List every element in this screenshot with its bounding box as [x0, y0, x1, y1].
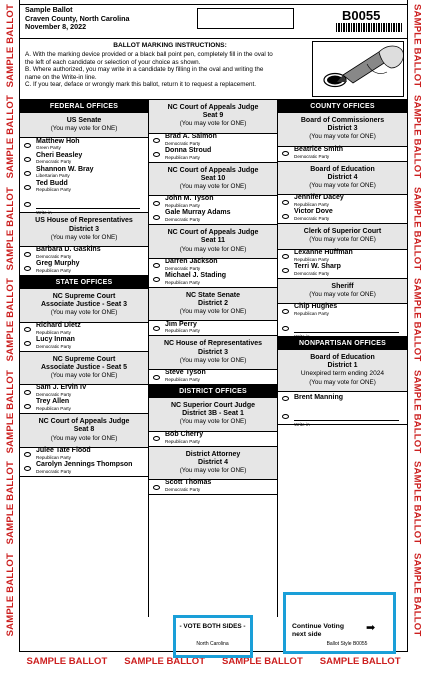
candidate-row-matthew-hoh[interactable]: [20, 138, 148, 152]
candidate-name: John M. Tyson: [165, 195, 214, 203]
contest-title: [20, 289, 148, 323]
candidate-info: [165, 148, 211, 162]
vote-oval-icon[interactable]: [24, 266, 31, 271]
candidate-party: Republican Party: [165, 377, 200, 383]
contest-title-line: District 3: [327, 125, 358, 133]
vote-oval-icon[interactable]: [153, 436, 160, 441]
contest-title-line: NC House of Representatives: [163, 340, 263, 348]
candidate-party: Republican Party: [36, 406, 71, 412]
candidate-party: Republican Party: [165, 203, 200, 209]
candidate-row-richard-dietz[interactable]: [20, 323, 148, 337]
candidate-row-ted-budd[interactable]: [20, 180, 148, 194]
candidate-party: Republican Party: [165, 438, 200, 444]
contest-title-line: Seat 9: [202, 112, 224, 120]
candidate-name: Chip Hughes: [294, 303, 338, 311]
write-in-row[interactable]: [20, 194, 148, 216]
write-in-label: Write-in: [294, 334, 310, 340]
vote-oval-icon[interactable]: [24, 185, 31, 190]
candidate-row-donna-stroud[interactable]: [149, 148, 277, 162]
write-in-line[interactable]: [36, 199, 140, 216]
ballot-column-middle: [149, 100, 278, 617]
contest-title: [278, 162, 407, 196]
section-header-nonpartisan-offices: NONPARTISAN OFFICES: [278, 337, 407, 350]
candidate-info: [165, 134, 217, 148]
candidate-info: [36, 181, 71, 195]
watermark-left: SAMPLE BALLOT SAMPLE BALLOT SAMPLE BALLOT SAMPLE BALLOT SAMPLE BALLOT SAMPLE BALLOT SAMPLE BALLOT: [4, 4, 16, 636]
contest-nc-court-of-appeals-judge-seat-9: [149, 100, 277, 163]
contest-title: [149, 163, 277, 197]
candidate-info: [165, 210, 231, 224]
candidate-row-steve-tyson[interactable]: [149, 370, 277, 384]
candidate-row-john-m-tyson[interactable]: [149, 196, 277, 210]
instructions-title: BALLOT MARKING INSTRUCTIONS:: [113, 42, 227, 49]
instructions-text: [25, 51, 315, 89]
vote-oval-icon[interactable]: [24, 157, 31, 162]
candidate-info: [36, 153, 82, 167]
contest-clerk-of-superior-court: [278, 224, 407, 278]
candidate-info: [36, 385, 87, 399]
candidate-name: Bob Cherry: [165, 430, 204, 438]
vote-oval-icon[interactable]: [24, 202, 31, 207]
contest-title: [149, 336, 277, 370]
write-in-label: Write-in: [294, 421, 310, 427]
contest-title: [20, 352, 148, 386]
candidate-row-shannon-w-bray[interactable]: [20, 166, 148, 180]
candidate-row-brad-a-salmon[interactable]: [149, 134, 277, 148]
contest-title: [20, 113, 148, 138]
contest-title: [278, 279, 407, 304]
footer-state: North Carolina: [196, 641, 229, 647]
candidate-info: [36, 247, 101, 261]
candidate-party: Democratic Party: [36, 343, 72, 349]
candidate-name: Matthew Hoh: [36, 137, 80, 145]
candidate-party: Democratic Party: [165, 217, 201, 223]
candidate-row-julee-tate-flood[interactable]: [20, 448, 148, 462]
candidate-info: [36, 167, 94, 181]
candidate-party: Democratic Party: [165, 265, 201, 271]
contest-title-line: NC Supreme Court: [52, 293, 116, 301]
contest-title: [149, 100, 277, 134]
contest-board-of-education-district-1: [278, 350, 407, 425]
contest-nc-superior-court-judge-district-3b-seat-1: [149, 398, 277, 447]
section-header-county-offices: COUNTY OFFICES: [278, 100, 407, 113]
vote-oval-icon[interactable]: [282, 396, 289, 401]
candidate-party: Republican Party: [294, 202, 329, 208]
candidate-name: Cheri Beasley: [36, 151, 83, 159]
instruction-line: name on the Write-in line.: [25, 73, 97, 81]
candidate-info: [165, 480, 211, 494]
contest-title-line: NC Court of Appeals Judge: [167, 104, 259, 111]
vote-oval-icon[interactable]: [153, 138, 160, 143]
candidate-party: Democratic Party: [36, 392, 72, 398]
vote-oval-icon[interactable]: [282, 326, 289, 331]
candidate-name: Michael J. Stading: [165, 272, 227, 280]
contest-title-line: NC Supreme Court: [52, 355, 116, 363]
instruction-line: C. If you tear, deface or wrongly mark this ballot, return it to request a replacement.: [25, 81, 256, 89]
vote-oval-icon[interactable]: [153, 263, 160, 268]
vote-oval-icon[interactable]: [282, 414, 289, 419]
vote-for-one-note: (You may vote for ONE): [309, 133, 376, 141]
contest-term-note: Unexpired term ending 2024: [300, 370, 385, 378]
vote-for-one-note: (You may vote for ONE): [179, 120, 247, 128]
candidate-name: Gale Murray Adams: [165, 209, 231, 217]
contest-nc-court-of-appeals-judge-seat-8: [20, 414, 148, 477]
candidate-party: Democratic Party: [294, 153, 330, 159]
candidate-party: Democratic Party: [165, 487, 201, 493]
section-header-federal-offices: FEDERAL OFFICES: [20, 100, 148, 113]
contest-title-line: NC Superior Court Judge: [170, 402, 255, 410]
contest-us-senate: [20, 113, 148, 216]
instruction-line: A. With the marking device provided or a black ball point pen, completely fill in the oval to: [25, 51, 273, 58]
vote-for-one-note: (You may vote for ONE): [179, 356, 247, 364]
contest-title-line: District Attorney: [185, 450, 241, 458]
contest-title-line: Seat 11: [200, 237, 226, 245]
candidate-info: [36, 261, 80, 275]
candidate-name: Jim Perry: [165, 320, 197, 328]
contest-nc-house-of-representatives-district-3: [149, 336, 277, 385]
candidate-info: [165, 322, 200, 336]
candidate-info: [36, 323, 81, 337]
candidate-party: Republican Party: [165, 279, 200, 285]
candidate-row-trey-allen[interactable]: [20, 399, 148, 413]
contest-title-line: District 3: [69, 225, 99, 233]
candidate-info: [294, 304, 337, 318]
contest-nc-state-senate-district-2: [149, 288, 277, 337]
candidate-row-lucy-inman[interactable]: [20, 337, 148, 351]
candidate-name: Brad A. Salmon: [165, 132, 217, 140]
contest-title: [149, 225, 277, 259]
vote-oval-icon[interactable]: [282, 214, 289, 219]
vote-oval-icon[interactable]: [153, 277, 160, 282]
watermark-bottom: SAMPLE BALLOT SAMPLE BALLOT SAMPLE BALLOT SAMPLE BALLOT: [26, 655, 401, 667]
candidate-row-bob-cherry[interactable]: [149, 432, 277, 446]
candidate-row-scott-thomas[interactable]: [149, 480, 277, 494]
candidate-name: Shannon W. Bray: [36, 165, 94, 173]
contest-title-line: NC Court of Appeals Judge: [167, 229, 259, 237]
vote-oval-icon[interactable]: [24, 341, 31, 346]
vote-for-one-note: (You may vote for ONE): [309, 236, 376, 244]
candidate-row-jim-perry[interactable]: [149, 321, 277, 335]
contest-title-line: US Senate: [66, 117, 102, 124]
ballot-info: [25, 6, 130, 32]
candidate-party: Republican Party: [294, 311, 329, 317]
candidate-info: [36, 448, 91, 462]
candidate-row-darren-jackson[interactable]: [149, 259, 277, 273]
candidate-party: Republican Party: [36, 329, 71, 335]
candidate-name: Scott Thomas: [165, 479, 212, 487]
candidate-row-barbara-d-gaskins[interactable]: [20, 247, 148, 261]
vote-for-one-note: (You may vote for ONE): [179, 467, 247, 475]
candidate-row-terri-w-sharp[interactable]: [278, 264, 407, 278]
contest-sheriff: [278, 279, 407, 340]
contest-title-line: District 4: [327, 173, 358, 181]
contest-title-line: District 3B - Seat 1: [182, 410, 244, 418]
contest-title: [278, 350, 407, 392]
vote-oval-icon[interactable]: [24, 452, 31, 457]
vote-oval-icon[interactable]: [282, 254, 289, 259]
vote-oval-icon[interactable]: [153, 375, 160, 380]
candidate-name: Trey Allen: [36, 398, 70, 406]
vote-oval-icon[interactable]: [24, 171, 31, 176]
candidate-row-michael-j-stading[interactable]: [149, 273, 277, 287]
candidate-row-beatrice-smith[interactable]: [278, 147, 407, 161]
marking-instructions: [20, 38, 407, 100]
contest-title: [20, 414, 148, 448]
candidate-party: Republican Party: [165, 154, 200, 160]
candidate-row-jennifer-dacey[interactable]: [278, 195, 407, 209]
vote-for-one-note: (You may vote for ONE): [309, 182, 376, 190]
candidate-name: Lexanne Huffman: [294, 248, 353, 256]
vote-for-one-note: (You may vote for ONE): [50, 125, 118, 133]
contest-title-line: US House of Representatives: [35, 217, 133, 225]
header-top-rule: [20, 0, 407, 5]
contest-nc-supreme-court-associate-justice-seat-3: [20, 289, 148, 352]
candidate-name: Julee Tate Flood: [36, 447, 91, 455]
write-in-line[interactable]: [294, 411, 399, 427]
candidate-party: Democratic Party: [294, 270, 330, 276]
ballot-stub-box: [197, 8, 294, 29]
vote-oval-icon[interactable]: [24, 327, 31, 332]
candidate-info: [165, 370, 206, 384]
candidate-row-sam-j-ervin-iv[interactable]: [20, 385, 148, 399]
continue-line: next side: [292, 630, 322, 638]
contest-nc-supreme-court-associate-justice-seat-5: [20, 352, 148, 415]
candidate-party: Libertarian Party: [36, 173, 70, 179]
vote-for-one-note: (You may vote for ONE): [50, 434, 118, 442]
candidate-name: Greg Murphy: [36, 260, 80, 268]
write-in-row[interactable]: [278, 318, 407, 340]
candidate-name: Steve Tyson: [165, 369, 206, 377]
vote-oval-icon[interactable]: [282, 268, 289, 273]
vote-oval-icon[interactable]: [153, 201, 160, 206]
contest-title: [149, 398, 277, 432]
contest-title-line: NC State Senate: [185, 291, 241, 299]
candidate-row-lexanne-huffman[interactable]: [278, 250, 407, 264]
candidate-party: Republican Party: [36, 187, 71, 193]
contest-title-line: District 3: [198, 348, 228, 356]
contest-title-line: Board of Education: [310, 165, 375, 173]
section-header-state-offices: STATE OFFICES: [20, 276, 148, 289]
contest-title-line: District 2: [198, 300, 228, 308]
candidate-party: Republican Party: [36, 454, 71, 460]
highlight-box-continue-voting: [283, 592, 396, 654]
contest-title: [278, 224, 407, 249]
candidate-party: Democratic Party: [36, 254, 72, 260]
candidate-name: Beatrice Smith: [294, 145, 344, 153]
ballot-header: [20, 0, 407, 38]
candidate-name: Donna Stroud: [165, 146, 212, 154]
vote-oval-icon[interactable]: [24, 404, 31, 409]
candidate-info: [294, 147, 343, 161]
ballot-column-right: [278, 100, 407, 617]
contest-title: [278, 113, 407, 147]
contest-district-attorney-district-4: [149, 447, 277, 496]
contest-title-line: Seat 8: [73, 426, 95, 434]
contest-us-house-of-representatives-district-3: [20, 213, 148, 276]
candidate-name: Ted Budd: [36, 179, 68, 187]
candidate-row-brent-manning[interactable]: [278, 392, 407, 406]
candidate-name: Lucy Inman: [36, 335, 75, 343]
candidate-info: [36, 462, 132, 476]
style-code: B0055: [342, 8, 381, 23]
vote-both-sides-notice: - VOTE BOTH SIDES -: [179, 623, 246, 630]
contest-title-line: District 1: [327, 362, 358, 370]
write-in-row[interactable]: [278, 406, 407, 427]
candidate-party: Democratic Party: [294, 216, 330, 222]
candidate-party: Republican Party: [294, 256, 329, 262]
candidate-row-cheri-beasley[interactable]: [20, 152, 148, 166]
candidate-name: Barbara D. Gaskins: [36, 246, 101, 254]
candidate-name: Terri W. Sharp: [294, 262, 341, 270]
candidate-row-chip-hughes[interactable]: [278, 304, 407, 318]
vote-oval-icon[interactable]: [24, 252, 31, 257]
vote-oval-icon[interactable]: [153, 326, 160, 331]
contest-title-line: NC Court of Appeals Judge: [38, 418, 130, 426]
candidate-row-carolyn-jennings-thompson[interactable]: [20, 462, 148, 476]
pen-marking-oval-icon: [312, 41, 404, 97]
contest-title-line: Associate Justice - Seat 5: [41, 363, 127, 371]
ballot-type: Sample Ballot: [25, 5, 73, 14]
arrow-right-icon: ➡: [366, 622, 376, 634]
vote-for-one-note: (You may vote for ONE): [179, 418, 247, 426]
candidate-name: Carolyn Jennings Thompson: [36, 461, 133, 469]
candidate-name: Jennifer Dacey: [294, 194, 344, 202]
candidate-info: [165, 432, 203, 446]
contest-title: [20, 213, 148, 247]
contest-title-line: Board of Commissioners: [300, 117, 385, 124]
candidate-info: [165, 259, 218, 273]
vote-for-one-note: (You may vote for ONE): [179, 308, 247, 316]
contest-board-of-commissioners-district-3: [278, 113, 407, 162]
vote-for-one-note: (You may vote for ONE): [309, 378, 376, 386]
candidate-party: Green Party: [36, 145, 61, 151]
candidate-info: [294, 250, 353, 264]
write-in-line[interactable]: [294, 323, 399, 340]
candidate-name: Darren Jackson: [165, 258, 218, 266]
county-name: Craven County, North Carolina: [25, 13, 130, 23]
candidate-info: [165, 273, 226, 287]
contest-nc-court-of-appeals-judge-seat-10: [149, 163, 277, 226]
candidate-party: Democratic Party: [165, 140, 201, 146]
vote-for-one-note: (You may vote for ONE): [50, 372, 118, 380]
candidate-info: [294, 264, 341, 278]
contest-title-line: Clerk of Superior Court: [303, 228, 382, 236]
watermark-right: SAMPLE BALLOT SAMPLE BALLOT SAMPLE BALLOT SAMPLE BALLOT SAMPLE BALLOT SAMPLE BALLOT SAMPLE BALLOT: [411, 4, 423, 636]
contest-title-line: Associate Justice - Seat 3: [41, 301, 127, 309]
candidate-party: Republican Party: [165, 328, 200, 334]
instruction-line: B. Where authorized, you may write in a candidate by filling in the oval and writing the: [25, 66, 264, 74]
candidate-name: Victor Dove: [294, 208, 333, 216]
vote-for-one-note: (You may vote for ONE): [50, 233, 118, 241]
candidate-info: [294, 209, 333, 223]
candidate-party: Democratic Party: [36, 468, 72, 474]
section-header-district-offices: DISTRICT OFFICES: [149, 385, 277, 398]
candidate-name: Brent Manning: [294, 394, 343, 402]
candidate-info: [36, 139, 80, 153]
barcode-icon: [336, 23, 402, 32]
candidate-info: [165, 196, 213, 210]
vote-oval-icon[interactable]: [24, 390, 31, 395]
contest-title: [149, 447, 277, 481]
contest-title-line: NC Court of Appeals Judge: [167, 166, 259, 174]
candidate-info: [36, 399, 71, 413]
candidate-row-gale-murray-adams[interactable]: [149, 210, 277, 224]
contest-title-line: Board of Education: [310, 354, 375, 362]
vote-oval-icon[interactable]: [282, 309, 289, 314]
contest-title: [149, 288, 277, 322]
ballot-sheet: [19, 0, 408, 652]
candidate-info: [294, 395, 343, 402]
continue-line: Continue Voting: [292, 623, 344, 630]
vote-for-one-note: (You may vote for ONE): [179, 183, 247, 191]
vote-oval-icon[interactable]: [282, 200, 289, 205]
candidate-info: [36, 337, 75, 351]
ballot-style-label: Ballot Style B0055: [326, 641, 368, 647]
vote-oval-icon[interactable]: [153, 485, 160, 490]
vote-for-one-note: (You may vote for ONE): [309, 290, 376, 298]
contest-title-line: District 4: [198, 458, 228, 466]
candidate-party: Republican Party: [36, 268, 71, 274]
highlight-box-vote-both-sides: [173, 615, 253, 658]
vote-oval-icon[interactable]: [153, 215, 160, 220]
candidate-row-victor-dove[interactable]: [278, 209, 407, 223]
vote-oval-icon[interactable]: [153, 152, 160, 157]
contest-board-of-education-district-4: [278, 162, 407, 225]
vote-oval-icon[interactable]: [24, 143, 31, 148]
contest-nc-court-of-appeals-judge-seat-11: [149, 225, 277, 288]
write-in-label: Write-in: [36, 210, 52, 216]
vote-oval-icon[interactable]: [24, 466, 31, 471]
election-date: November 8, 2022: [25, 22, 87, 31]
candidate-party: Democratic Party: [36, 159, 72, 165]
candidate-name: Sam J. Ervin IV: [36, 384, 87, 392]
contest-title-line: Seat 10: [200, 174, 226, 182]
vote-oval-icon[interactable]: [282, 151, 289, 156]
contest-title-line: Sheriff: [331, 282, 354, 290]
instruction-line: the left of each candidate or selection of your choice as shown.: [25, 58, 201, 66]
vote-for-one-note: (You may vote for ONE): [179, 245, 247, 253]
candidate-row-greg-murphy[interactable]: [20, 261, 148, 275]
candidate-name: Richard Dietz: [36, 321, 81, 329]
vote-for-one-note: (You may vote for ONE): [50, 309, 118, 317]
candidate-info: [294, 195, 344, 209]
ballot-column-left: [20, 100, 149, 617]
